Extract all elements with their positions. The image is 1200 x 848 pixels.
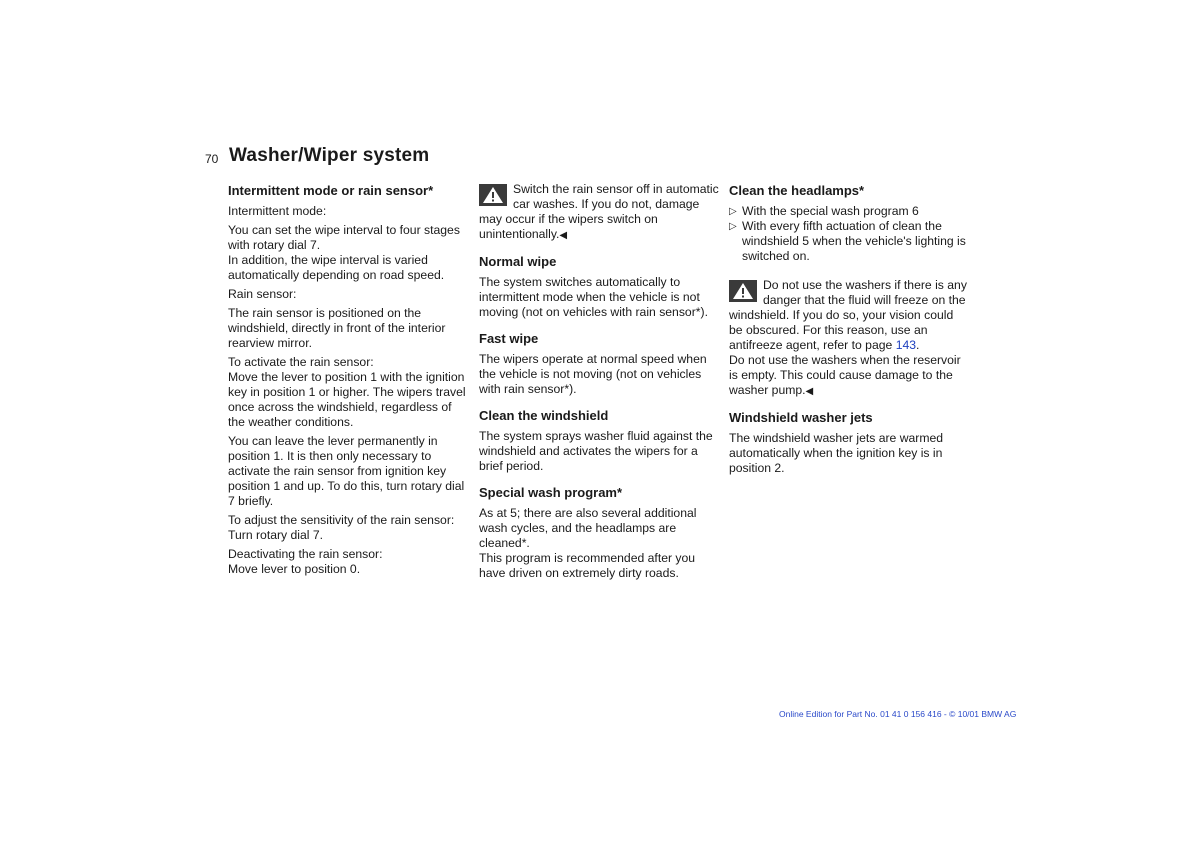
list-item-text: With every fifth actuation of clean the windshield 5 when the vehicle's lighting is switched on. bbox=[742, 219, 966, 263]
warning-text: Do not use the washers when the reservoir is empty. This could cause damage to the washer pump. bbox=[729, 353, 961, 397]
paragraph: The rain sensor is positioned on the windshield, directly in front of the interior rearview mirror. bbox=[228, 306, 446, 350]
column-2 bbox=[479, 182, 719, 585]
paragraph: To adjust the sensitivity of the rain sensor: bbox=[228, 513, 455, 527]
paragraph: This program is recommended after you have driven on extremely dirty roads. bbox=[479, 551, 696, 580]
paragraph: Intermittent mode: bbox=[228, 204, 327, 218]
paragraph: Turn rotary dial 7. bbox=[228, 528, 324, 542]
warning-note-rain-sensor bbox=[479, 182, 719, 243]
section-heading-washer-jets: Windshield washer jets bbox=[729, 410, 873, 425]
warning-text: Do not use the washers if there is any danger that the fluid will freeze on the windshield. If you do so, your vision could be obscured. For this reason, use an antifreeze agent, refer to page bbox=[729, 278, 967, 352]
end-mark: ◀ bbox=[559, 230, 568, 241]
column-1 bbox=[228, 182, 468, 581]
paragraph: The system sprays washer fluid against the windshield and activates the wipers for a brief period. bbox=[479, 429, 713, 473]
paragraph: The wipers operate at normal speed when the vehicle is not moving (not on vehicles with rain sensor*). bbox=[479, 352, 707, 396]
paragraph: You can set the wipe interval to four stages with rotary dial 7. bbox=[228, 223, 460, 252]
paragraph: In addition, the wipe interval is varied automatically depending on road speed. bbox=[228, 253, 445, 282]
paragraph: Move lever to position 0. bbox=[228, 562, 361, 576]
page-number: 70 bbox=[205, 152, 219, 166]
section-heading-intermittent: Intermittent mode or rain sensor* bbox=[228, 183, 434, 198]
paragraph: Move the lever to position 1 with the ignition key in position 1 or higher. The wipers travel once across the windshield, regardless of the weather conditions. bbox=[228, 370, 466, 429]
paragraph: Rain sensor: bbox=[228, 287, 297, 301]
column-3 bbox=[729, 182, 969, 480]
paragraph: The system switches automatically to intermittent mode when the vehicle is not moving (not on vehicles with rain sensor*). bbox=[479, 275, 708, 319]
warning-triangle-icon bbox=[729, 280, 757, 302]
section-heading-fast-wipe: Fast wipe bbox=[479, 331, 539, 346]
paragraph: The windshield washer jets are warmed automatically when the ignition key is in position 2. bbox=[729, 431, 944, 475]
footer-edition-note: Online Edition for Part No. 01 41 0 156 416 - © 10/01 BMW AG bbox=[779, 709, 1017, 719]
paragraph: To activate the rain sensor: bbox=[228, 355, 374, 369]
end-mark: ◀ bbox=[805, 386, 814, 397]
list-item bbox=[729, 204, 969, 219]
bullet-arrow-icon: ▷ bbox=[729, 221, 737, 232]
page-title: Washer/Wiper system bbox=[229, 145, 430, 166]
paragraph: You can leave the lever permanently in position 1. It is then only necessary to activate the rain sensor from ignition key position 1 and up. To do this, turn rotary dial 7 briefly. bbox=[228, 434, 465, 508]
page-reference-link[interactable]: 143 bbox=[895, 338, 917, 352]
warning-note-washers bbox=[729, 278, 969, 399]
list-item-text: With the special wash program 6 bbox=[742, 204, 919, 218]
warning-text: Switch the rain sensor off in automatic car washes. If you do not, damage may occur if the wipers switch on unintentionally. bbox=[479, 182, 719, 241]
paragraph: As at 5; there are also several additional wash cycles, and the headlamps are cleaned*. bbox=[479, 506, 697, 550]
section-heading-clean-windshield: Clean the windshield bbox=[479, 408, 609, 423]
section-heading-special-wash: Special wash program* bbox=[479, 485, 623, 500]
section-heading-normal-wipe: Normal wipe bbox=[479, 254, 557, 269]
section-heading-clean-headlamps: Clean the headlamps* bbox=[729, 183, 865, 198]
warning-triangle-icon bbox=[479, 184, 507, 206]
paragraph: Deactivating the rain sensor: bbox=[228, 547, 383, 561]
bullet-arrow-icon: ▷ bbox=[729, 206, 737, 217]
list-item bbox=[729, 219, 969, 264]
warning-text: . bbox=[916, 338, 920, 352]
